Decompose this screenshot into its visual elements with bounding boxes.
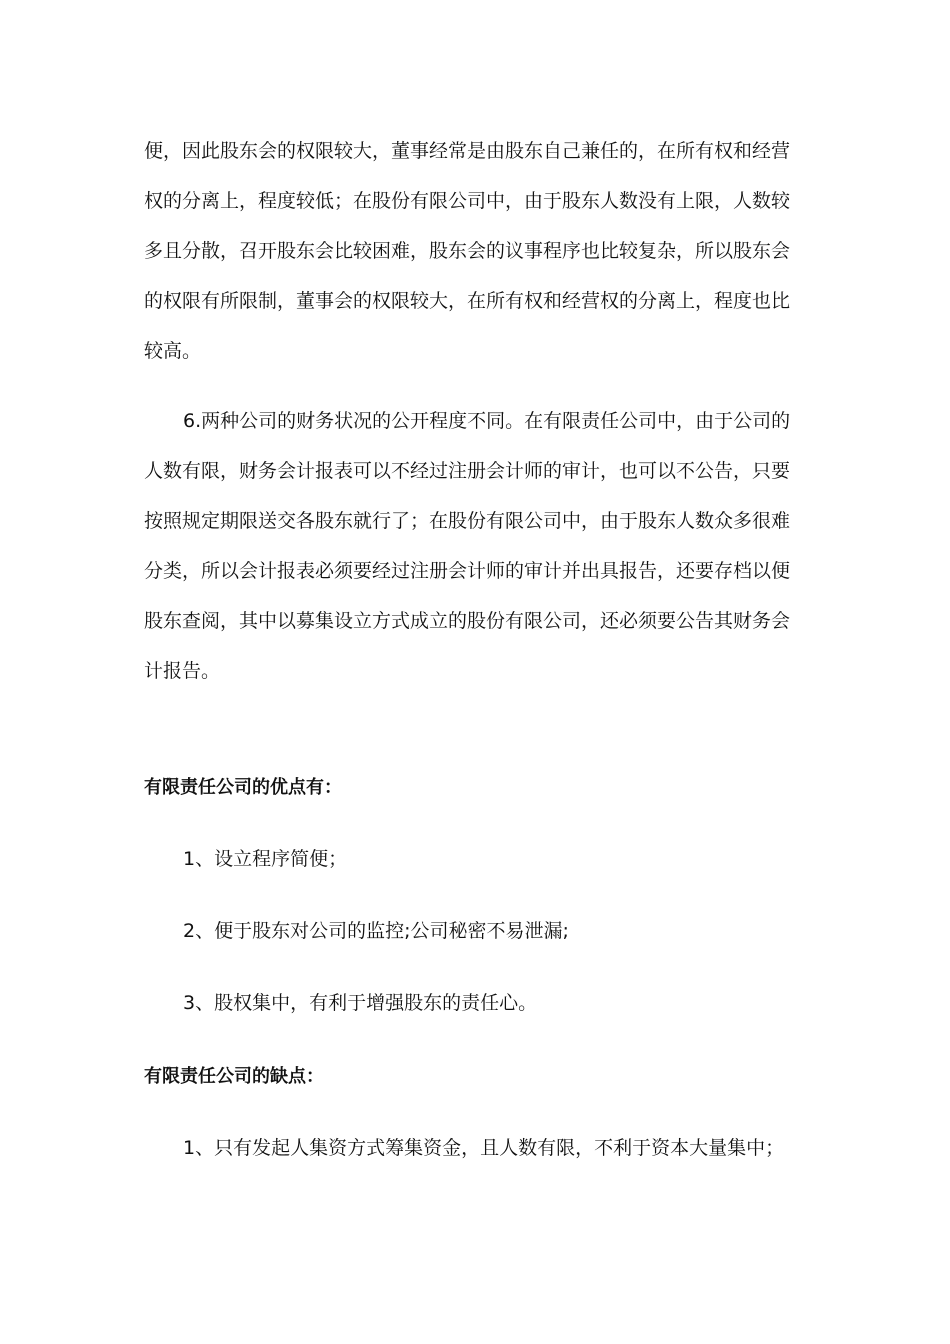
list-item: 2、便于股东对公司的监控;公司秘密不易泄漏; [183, 920, 569, 942]
paragraph-line: 股东查阅，其中以募集设立方式成立的股份有限公司，还必须要公告其财务会 [144, 610, 791, 632]
section-heading: 有限责任公司的缺点： [144, 1066, 324, 1087]
paragraph-line: 按照规定期限送交各股东就行了；在股份有限公司中，由于股东人数众多很难 [144, 510, 791, 532]
list-item: 3、股权集中，有利于增强股东的责任心。 [183, 992, 538, 1014]
list-item: 1、设立程序简便； [183, 848, 348, 870]
paragraph-line: 便，因此股东会的权限较大，董事经常是由股东自己兼任的，在所有权和经营 [144, 140, 791, 162]
paragraph-line: 的权限有所限制，董事会的权限较大，在所有权和经营权的分离上，程度也比 [144, 290, 791, 312]
section-heading: 有限责任公司的优点有： [144, 777, 342, 798]
list-item: 1、只有发起人集资方式筹集资金，且人数有限，不利于资本大量集中； [183, 1137, 785, 1159]
paragraph-line: 多且分散，召开股东会比较困难，股东会的议事程序也比较复杂，所以股东会 [144, 240, 791, 262]
paragraph-line: 人数有限，财务会计报表可以不经过注册会计师的审计，也可以不公告，只要 [144, 460, 791, 482]
paragraph-line: 权的分离上，程度较低；在股份有限公司中，由于股东人数没有上限，人数较 [144, 190, 791, 212]
paragraph-line: 6.两种公司的财务状况的公开程度不同。在有限责任公司中，由于公司的 [183, 410, 791, 432]
paragraph-line: 计报告。 [144, 660, 221, 682]
paragraph-line: 分类，所以会计报表必须要经过注册会计师的审计并出具报告，还要存档以便 [144, 560, 791, 582]
paragraph-line: 较高。 [144, 340, 202, 362]
